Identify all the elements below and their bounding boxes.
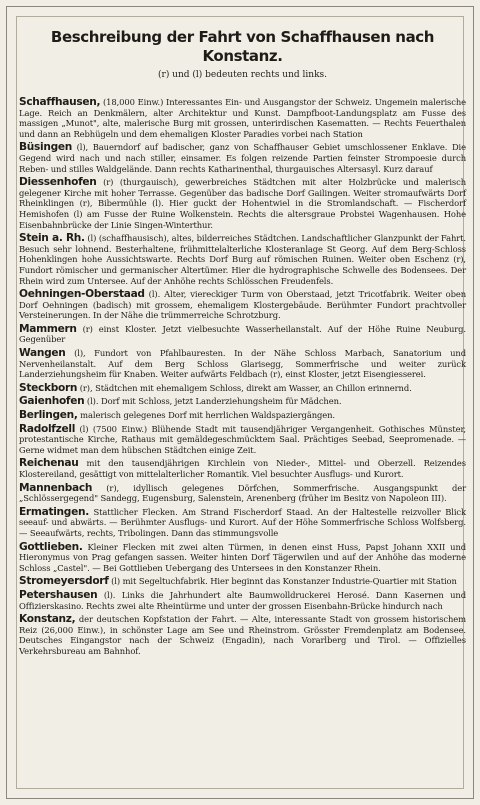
entry-text: (schaffhausisch), altes, bilderreiches Städtchen. Landschaftlicher Glanzpunkt der Fahrt. Besuch sehr lohnend. Besterhaltene, frühmittelalterliche Klosteranlage St Georg. Auf dem Berg-Schloss Hohenklingen hohe Aussichtswarte. Rechts Dorf Burg auf römischen Ruinen. Weiter oben Eschenz (r), Fundort römischer und germanischer Altertümer. Hier die hydrographische Schwelle des Bodensees. Der Rhein wird zum Untersee. Auf der Anhöhe rechts Schlösschen Freudenfels. xyxy=(19,233,466,286)
route-entry-petershausen xyxy=(19,590,466,611)
route-entry-buesingen xyxy=(19,142,466,174)
place-name: Konstanz, xyxy=(19,613,76,626)
side-mark: (l) xyxy=(75,423,89,434)
route-entry-mammern xyxy=(19,324,466,345)
entry-text: Dorf mit Schloss, jetzt Landerziehungsheim für Mädchen. xyxy=(98,396,342,407)
place-name: Schaffhausen, xyxy=(19,96,101,108)
route-entry-oehningen xyxy=(19,289,466,321)
place-name: Steckborn xyxy=(19,381,78,394)
entry-text: Alter, viereckiger Turm von Oberstaad, jetzt Tricotfabrik. Weiter oben Dorf Oehningen (badisch) mit grossem, ehemaligem Klostergebäude. Berühmter Fundort prachtvoller Versteinerungen. In der Nähe die trümmerreiche Schrotzburg. xyxy=(19,289,466,321)
route-description-list xyxy=(19,97,466,657)
route-entry-schaffhausen xyxy=(19,97,466,139)
place-name: Oehningen-Oberstaad xyxy=(19,288,145,301)
entry-text: Links die Jahrhundert alte Baumwolldruckerei Herosé. Dann Kasernen und Offizierskasino. Rechts zwei alte Rheintürme und unter der grossen Eisenbahn-Brücke hindurch nach xyxy=(19,589,466,611)
side-mark: (l). xyxy=(97,589,116,600)
route-entry-gaienhofen xyxy=(19,396,466,407)
route-entry-stein xyxy=(19,233,466,286)
entry-text: (thurgauisch), gewerbreiches Städtchen mit alter Holzbrücke und malerisch gelegener Kirche mit hoher Terrasse. Gegenüber das badische Dorf Gailingen. Weiter stromaufwärts Dorf Rheinklingen (r), Bibermühle (l). Hier guckt der Hohentwiel in die Stromlandschaft. — Fischerdorf Hemishofen (l) am Fusse der Ruine Wolkenstein. Rechts die altersgraue Probstei Wagenhausen. Hohe Eisenbahnbrücke der Linie Singen-Winterthur. xyxy=(19,177,466,230)
side-mark: (l) xyxy=(108,576,121,587)
route-entry-steckborn xyxy=(19,383,466,394)
entry-text: idyllisch gelegenes Dörfchen, Sommerfrische. Ausgangspunkt der „Schlössergegend" Sandegg, Eugensburg, Salenstein, Arenenberg (früher im Besitz von Napoleon III). xyxy=(19,482,466,504)
side-mark: (l) xyxy=(84,233,97,244)
document-content xyxy=(19,28,466,660)
place-name: Mammern xyxy=(19,322,77,335)
place-name: Radolfzell xyxy=(19,422,76,435)
route-entry-reichenau xyxy=(19,458,466,479)
route-entry-ermatingen xyxy=(19,507,466,539)
entry-text: mit Segeltuchfabrik. Hier beginnt das Konstanzer Industrie-Quartier mit Station xyxy=(120,576,457,587)
route-entry-radolfzell xyxy=(19,424,466,456)
legend-note: (r) und (l) bedeuten rechts und links. xyxy=(158,70,327,80)
page-title: Beschreibung der Fahrt von Schaffhausen nach Konstanz. xyxy=(50,28,435,65)
entry-text: malerisch gelegenes Dorf mit herrlichen Waldspaziergängen. xyxy=(77,410,335,421)
route-entry-gottlieben xyxy=(19,542,466,574)
side-mark: (r) xyxy=(96,177,114,188)
place-name: Diessenhofen xyxy=(19,176,97,189)
place-name: Ermatingen. xyxy=(19,505,89,518)
place-name: Gottlieben. xyxy=(19,540,83,553)
entry-text: Kleiner Flecken mit zwei alten Türmen, in denen einst Huss, Papst Johann XXII und Hieronymus von Prag gefangen sassen. Weiter hinten Dorf Tägerwilen und auf der Anhöhe das moderne Schloss „Castel". — Bei Gottlieben Uebergang des Untersees in den Konstanzer Rhein. xyxy=(19,541,466,573)
side-mark: (l), xyxy=(65,348,86,359)
route-entry-berlingen xyxy=(19,410,466,421)
route-entry-wangen xyxy=(19,348,466,380)
entry-text: (7500 Einw.) Blühende Stadt mit tausendjähriger Vergangenheit. Gothisches Münster, protestantische Kirche, Rathaus mit gemäldegeschmücktem Saal. Prächtiges Seebad, Seepromenade. — Gerne widmet man dem hübschen Städtchen einige Zeit. xyxy=(19,423,466,455)
side-mark: (r), xyxy=(77,382,93,393)
route-entry-konstanz xyxy=(19,614,466,656)
place-name: Büsingen xyxy=(19,141,73,154)
place-name: Gaienhofen xyxy=(19,395,85,408)
side-mark: (l). xyxy=(144,289,161,300)
entry-text: Städtchen mit ehemaligem Schloss, direkt am Wasser, an Chillon erinnernd. xyxy=(92,382,412,393)
entry-text: Stattlicher Flecken. Am Strand Fischerdorf Staad. An der Haltestelle reizvoller Blick seeauf- und abwärts. — Berühmter Ausflugs- und Kurort. Auf der Höhe Sommerfrische Schloss Wolfsberg. — Seeaufwärts, rechts, Tribolingen. Dann das stimmungsvolle xyxy=(19,506,466,538)
route-entry-mannenbach xyxy=(19,483,466,504)
side-mark: (l), xyxy=(72,142,89,153)
side-mark: (l). xyxy=(84,396,99,407)
entry-text: der deutschen Kopfstation der Fahrt. — Alte, interessante Stadt von grossem historischem Reiz (26,000 Einw.), in schönster Lage am See und Rheinstrom. Grösster Fremdenplatz am Bodensee. Deutsches Eingangstor nach der Schweiz (Engadin), nach Vorarlberg und Tirol. — Offizielles Verkehrsbureau am Bahnhof. xyxy=(19,614,466,656)
side-mark: (r), xyxy=(92,482,120,493)
place-name: Reichenau xyxy=(19,457,79,470)
entry-text: (18,000 Einw.) Interessantes Ein- und Ausgangstor der Schweiz. Ungemein malerische Lage. Reich an Denkmälern, alter Architektur und Kunst. Dampfboot-Landungsplatz am Fusse des massigen „Munot", alte, malerische Burg mit grossen, unterirdischen Kasematten. — Rechts Feuerthalen und dann an Rebhügeln und dem ehemaligen Kloster Paradies vorbei nach Station xyxy=(19,97,466,139)
entry-text: einst Kloster. Jetzt vielbesuchte Wasserheilanstalt. Auf der Höhe Ruine Neuburg. Gegenüber xyxy=(19,323,466,345)
place-name: Stein a. Rh. xyxy=(19,232,85,245)
side-mark: (r) xyxy=(76,323,93,334)
place-name: Petershausen xyxy=(19,588,98,601)
place-name: Stromeyersdorf xyxy=(19,575,109,588)
place-name: Berlingen, xyxy=(19,409,78,422)
entry-text: mit den tausendjährigen Kirchlein von Nieder-, Mittel- und Oberzell. Reizendes Klostereiland, gesättigt von mittelalterlicher Romantik. Viel besuchter Ausflugs- und Kurort. xyxy=(19,458,466,479)
route-entry-diessenhofen xyxy=(19,177,466,230)
route-entry-stromeyersdorf xyxy=(19,576,466,587)
place-name: Mannenbach xyxy=(19,481,93,494)
entry-text: Bauerndorf auf badischer, ganz von Schaffhauser Gebiet umschlossener Enklave. Die Gegend wird nach und nach stiller, einsamer. Es folgen reizende Partien feinster Strompoesie durch Reben- und stilles Waldgelände. Dann rechts Katharinenthal, thurgauisches Altersasyl. Kurz darauf xyxy=(19,142,466,174)
entry-text: Fundort von Pfahlbauresten. In der Nähe Schloss Marbach, Sanatorium und Nervenheilanstalt. Auf dem Berg Schloss Glarisegg, Sommerfrische und weiter zurück Landerziehungsheim für Knaben. Weiter aufwärts Feldbach (r), einst Kloster, jetzt Eisengiesserei. xyxy=(19,348,466,380)
place-name: Wangen xyxy=(19,347,66,360)
